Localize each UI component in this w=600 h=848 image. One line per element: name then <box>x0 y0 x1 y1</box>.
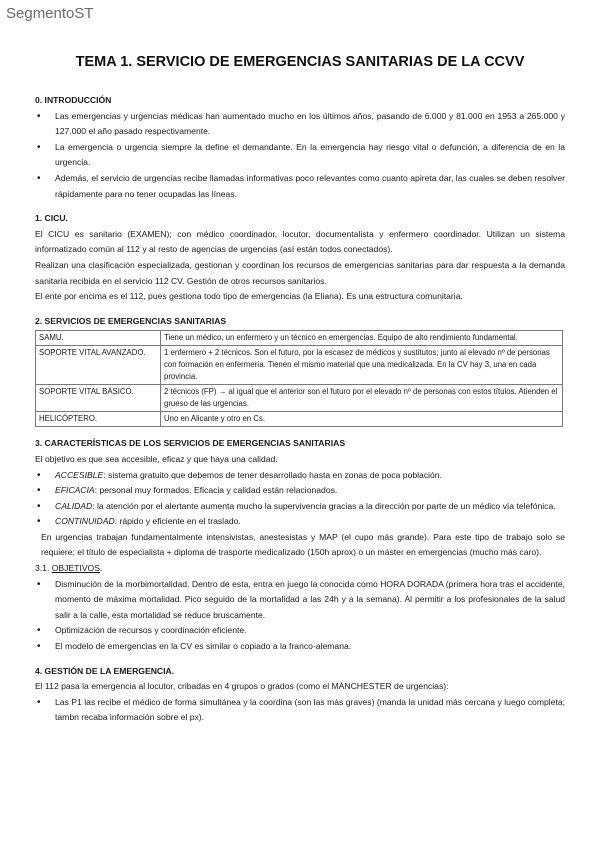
list-item: • Además, el servicio de urgencias recibe llamadas informativas poco relevantes como cuanto apireta dar, las cuales se deben resolver rápidamente para no tener ocupadas las líneas. <box>35 171 565 202</box>
list-item <box>35 468 565 484</box>
list-item: • Disminución de la morbimortalidad. Dentro de esta, entra en juego la conocida como HORA DORADA (primera hora tras el accidente, momento de máxima mortalidad. Pico seguido de la mortalidad a las 24h y a la semana). Al permitir a los profesionales de la salud salir a la calle, esta mortalidad se reduce bruscamente. <box>35 577 565 624</box>
document-body <box>35 93 565 726</box>
section-heading-introduccion: 0. INTRODUCCIÓN <box>35 95 112 105</box>
list-item <box>35 499 565 515</box>
term: CONTINUIDAD <box>55 516 115 527</box>
table-cell-value: 1 enfermero + 2 técnicos. Son el futuro, por la escasez de médicos y sustitutos; junto al elevado nº de personas con formación en enfermería. Tienen el mismo material que una medicalizada. En la CV hay 3, una en cada provincia. <box>161 346 563 385</box>
table-cell-key: SOPORTE VITAL BÁSICO. <box>36 385 161 412</box>
paragraph: El ente por encima es el 112, pues gestiona todo tipo de emergencias (la Eliana). Es una estructura comunitaria. <box>35 291 463 302</box>
table-cell-key: SOPORTE VITAL AVANZADO. <box>36 346 161 385</box>
paragraph: El CICU es sanitario (EXAMEN); con médico coordinador, locutor, documentalista y enfermero coordinador. Utilizan un sistema informatizado común al 112 y al resto de agencias de urgencias (así están todos conectados). <box>35 228 565 255</box>
list-item <box>35 483 565 499</box>
term: CALIDAD <box>55 500 93 511</box>
page-title: TEMA 1. SERVICIO DE EMERGENCIAS SANITARIAS DE LA CCVV <box>75 54 525 70</box>
table-row <box>36 331 563 346</box>
section-heading-cicu: 1. CICU. <box>35 213 68 224</box>
table-cell-key: SAMU. <box>36 331 161 346</box>
table-cell-value: Tiene un médico, un enfermero y un técnico en emergencias. Equipo de alto rendimiento fundamental. <box>161 331 563 346</box>
list-item <box>35 514 565 530</box>
subsection-number: 3.1. <box>35 563 52 574</box>
list-item: • El modelo de emergencias en la CV es similar o copiado a la franco-alemana. <box>35 639 565 655</box>
services-table <box>35 330 563 427</box>
definition: : la atención por el alertante aumenta mucho la supervivencia gracias a la dirección por parte de un médico vía telefónica. <box>92 500 556 511</box>
definition: : sistema gratuito que debemos de tener desarrollado hasta en zonas de poca población. <box>103 469 442 480</box>
section-heading-caracteristicas: 3. CARACTERÍSTICAS DE LOS SERVICIOS DE EMERGENCIAS SANITARIAS <box>35 438 346 449</box>
list-item: • Optimización de recursos y coordinación eficiente. <box>35 623 565 639</box>
characteristics-list <box>35 468 565 530</box>
management-list <box>35 695 565 726</box>
definition: : personal muy formados. Eficacia y calidad están relacionados. <box>94 485 338 496</box>
table-row <box>36 412 563 427</box>
section-heading-servicios: 2. SERVICIOS DE EMERGENCIAS SANITARIAS <box>35 315 227 326</box>
term: EFICACIA <box>55 485 95 496</box>
table-cell-key: HELICÓPTERO. <box>36 412 161 427</box>
list-item: • La emergencia o urgencia siempre la define el demandante. En la emergencia hay riesgo vital o defunción, a diferencia de en la urgencia. <box>35 140 565 171</box>
brand-logo: SegmentoST <box>6 5 94 22</box>
section-heading-gestion: 4. GESTIÓN DE LA EMERGENCIA. <box>35 665 175 676</box>
list-item: • Las P1 las recibe el médico de forma simultánea y la coordina (son las más graves) (manda la unidad más cercana y luego completa; tambn recaba información sobre el px). <box>35 695 565 726</box>
paragraph: En urgencias trabajan fundamentalmente intensivistas, anestesistas y MAP (el cupo más grande). Para este tipo de trabajo solo se requiere: el título de especialista + diploma de trasporte medicalizado (150h aprox) o un máster en emergencias (mucho más caro). <box>41 531 565 558</box>
table-cell-value: 2 técnicos (FP) → al igual que el anterior son el futuro por el elevado nº de personas con estos títulos. Atienden el grueso de las urgencias. <box>161 385 563 412</box>
paragraph: El objetivo es que sea accesible, eficaz y que haya una calidad. <box>35 453 278 464</box>
subsection-end: . <box>99 563 103 574</box>
paragraph: El 112 pasa la emergencia al locutor, cribadas en 4 grupos o grados (como el MÁNCHESTER de urgencias): <box>35 681 449 692</box>
intro-list <box>35 109 565 203</box>
table-row <box>36 385 563 412</box>
table-row <box>36 346 563 385</box>
definition: : rápido y eficiente en el traslado. <box>114 516 241 527</box>
list-item: • Las emergencias y urgencias médicas han aumentado mucho en los últimos años, pasando de 6.000 y 81.000 en 1953 a 265.000 y 127.000 el año pasado respectivamente. <box>35 109 565 140</box>
paragraph: Realizan una clasificación especializada, gestionan y coordinan los recursos de emergencias sanitarias para dar respuesta a la demanda sanitaria recibida en el servicio 112 CV. Gestión de otros recursos sanitarios. <box>35 259 565 286</box>
table-cell-value: Uno en Alicante y otro en Cs. <box>161 412 563 427</box>
objectives-list <box>35 577 565 655</box>
subsection-label: OBJETIVOS <box>51 563 100 574</box>
term: ACCESIBLE <box>55 469 104 480</box>
subsection-heading-objetivos <box>35 561 565 577</box>
